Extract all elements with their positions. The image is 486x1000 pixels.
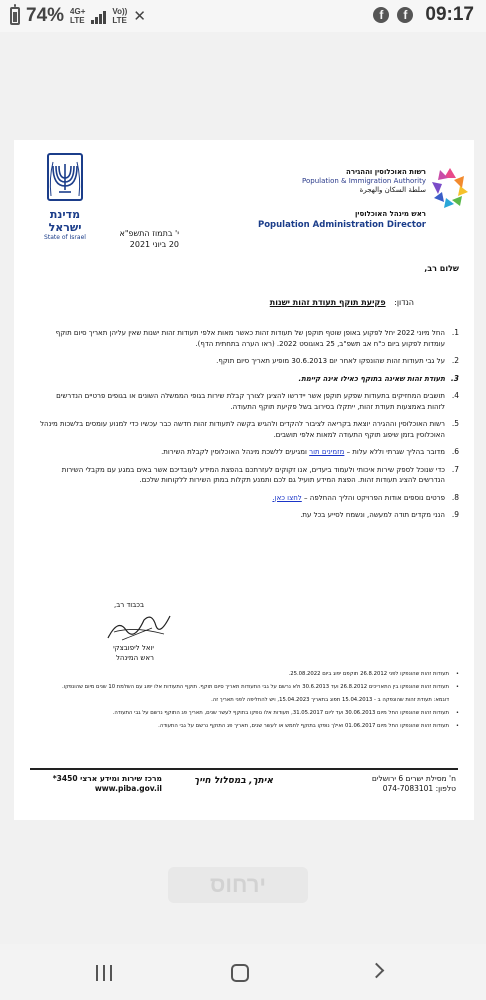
item-number: 5.: [451, 419, 459, 428]
footnote-text: דוגמא: תעודת זהות שהונפקה ב - 15.04.2013 תפוג בתאריך 15.04.2023, ויש להחליפה לפני תאריך זה.: [211, 697, 449, 703]
network-type-bottom: LTE: [70, 16, 85, 25]
item-text-before: מדובר בהליך שגרתי וללא עלות –: [344, 448, 445, 456]
item-number: 3.: [450, 373, 459, 383]
date-hebrew: י' בתמוז התשפ"א: [119, 229, 179, 238]
item-text: תושבים המחזיקים בתעודות שפקע תוקפן אשר יידרשו להציגן לצורך קבלת שירות בגופי הממשלה השונים או בגופים פרטיים הנדרשים לזהות באמצעות תעודת זהות, ייתקלו בסירוב בשל פקיעת תוקף התעודה.: [56, 392, 445, 411]
footnote-item: [39, 696, 459, 705]
volte-top: Vo)): [112, 7, 128, 16]
list-item: [39, 374, 459, 385]
facebook-icon-2: f: [397, 7, 413, 23]
list-item: [39, 447, 459, 458]
bullet-icon: •: [455, 684, 459, 690]
bullet-icon: •: [455, 723, 459, 729]
item-number: 7.: [451, 464, 459, 474]
footer-phone: טלפון: 074-7083101: [382, 784, 456, 793]
list-item: [39, 493, 459, 504]
item-number: 6.: [451, 447, 459, 456]
battery-icon: [10, 7, 20, 25]
footer-website[interactable]: www.piba.gov.il: [94, 784, 162, 793]
facebook-icon: f: [373, 7, 389, 23]
item-number: 9.: [451, 510, 459, 519]
network-type-top: 4G+: [70, 7, 86, 16]
list-item: [39, 419, 459, 440]
signer-block: [74, 643, 154, 663]
back-icon[interactable]: [369, 963, 385, 979]
date-gregorian: 20 ביוני 2021: [129, 240, 179, 249]
item-text: הנני מקדים תודה למעשה, ונשמח לסייע בכל עת.: [300, 511, 445, 519]
item-text-after: ומגיעים ללשכת מינהל האוכלוסין לקבלת השירות.: [161, 448, 310, 456]
list-item: [39, 391, 459, 412]
item-text: החל מיוני 2022 יחל לפקוע באופן שוטף תוקפן של תעודות זהות כאשר מאות אלפי תעודות זהות ישנות שאין עליהן תאריך סיום תוקף עומדות לפקוע ביום כ"ח אב תשפ"ב, 25 באוגוסט 2022. (ראו הערה בתחתית הדף).: [55, 329, 445, 348]
status-left: [10, 5, 146, 27]
state-name-en: State of Israel: [44, 234, 86, 241]
footnote-item: [39, 722, 459, 731]
status-bar: [0, 0, 486, 32]
footnote-text: תעודות זהות שהונפקו בין התאריכים 26.8.2012 ועד 30.6.2013 ולא נרשם על גבי התעודות תאריך סיום תוקף. תוקף התעודות אלו יפוג עם השלמת 10 שנים מיום שהונפקו.: [61, 684, 449, 690]
bullet-icon: •: [455, 671, 459, 677]
volte-bottom: LTE: [112, 16, 127, 25]
bullet-icon: •: [455, 710, 459, 716]
document-page[interactable]: [14, 140, 474, 820]
list-item: [39, 510, 459, 521]
list-item: [39, 465, 459, 486]
footnote-item: [39, 670, 459, 679]
director-title-en: Population Administration Director: [257, 220, 426, 230]
item-text: תעודת זהות שאינה בתוקף כאילו אינה קיימת.: [298, 374, 445, 383]
item-number: 8.: [451, 492, 459, 502]
authority-logo-icon: [430, 166, 470, 212]
letter-items: [39, 328, 459, 528]
item-text: על גבי תעודות זהות שהונפקו לאחר יום 30.6.2013 מופיע תאריך סיום תוקף.: [216, 357, 445, 365]
signer-name: יואל ליפובצקי: [113, 644, 154, 652]
footnotes: [39, 670, 459, 735]
list-item: [39, 356, 459, 367]
authority-names: [302, 168, 426, 195]
footer-slogan: איתך, במסלול חייך: [194, 776, 274, 786]
recents-icon[interactable]: [96, 965, 112, 981]
click-here-link[interactable]: לחצו כאן.: [272, 493, 302, 502]
list-item: [39, 328, 459, 349]
footer-address-block: [372, 774, 456, 794]
signer-title: ראש המינהל: [115, 654, 154, 662]
closing: בכבוד רב,: [114, 601, 144, 609]
footnote-text: תעודות זהות שהונפקו החל מיום 01.06.2017 ואילך נופקו בתוקף לחמש או לעשר שנים, תאריך פג התוקף נרשם על גבי התעודה.: [158, 723, 449, 729]
home-icon[interactable]: [231, 964, 249, 982]
state-name-he: מדינת ישראל: [48, 208, 82, 234]
director-title-he: ראש מינהל האוכלוסין: [355, 210, 426, 218]
footer-contact-block: [32, 774, 162, 794]
item-number: 1.: [451, 328, 459, 337]
handwritten-signature: [104, 608, 174, 644]
subject-title: פקיעת תוקף תעודת זהות ישנות: [269, 298, 386, 307]
footer-address: ח' מסילת ישרים 6 ירושלים: [371, 774, 456, 783]
menorah-emblem-icon: [45, 152, 85, 204]
item-number: 4.: [451, 391, 459, 400]
item-number: 2.: [451, 356, 459, 365]
authority-name-en: Population & Immigration Authority: [302, 177, 426, 185]
footer-divider: [30, 768, 458, 770]
footnote-item: [39, 683, 459, 692]
battery-percent: 74%: [26, 5, 65, 26]
status-right: [373, 4, 474, 26]
footnote-item: [39, 709, 459, 718]
subject-label: הנדון:: [394, 298, 414, 307]
subject-line: [270, 298, 414, 307]
greeting: שלום רב,: [424, 264, 459, 273]
faded-action-button[interactable]: ירחוס: [168, 867, 308, 903]
letter-date: [59, 228, 179, 250]
item-text-before: פרטים נוספים אודות הפרויקט והליך ההחלפה –: [301, 493, 445, 502]
network-type: [70, 7, 85, 25]
navigation-bar: [0, 944, 486, 1000]
mute-icon: ✕: [133, 8, 146, 25]
authority-name-he: רשות האוכלוסין וההגירה: [346, 168, 426, 176]
clock: 09:17: [425, 4, 474, 25]
authority-name-ar: سلطة السكان والهجرة: [359, 186, 426, 194]
footer-service-center: מרכז שירות ומידע ארצי 3450*: [52, 774, 162, 783]
volte-indicator: [112, 7, 127, 25]
item-text: כדי שנוכל לספק שירות איכותי ולעמוד ביעדים, אנו זקוקים לעזרתכם בהפצת המידע לעובדיכם אשר באים במגע עם מקבלי השירות הנדרשים להציג תעודות זהות. הפצת המידע תועיל גם לכם ותמנע תקלות במתן השירות ללקוחות שלכם.: [61, 465, 445, 484]
item-text: רשות האוכלוסין וההגירה יוצאת בקריאה לציבור להקדים ולהגיש בקשה לתעודות זהות חדשה כבר עכשיו כדי למנוע עומסים בלשכות מינהל האוכלוסין בזמן שיפוג תוקף התעודה למאות אלפי תושבים.: [40, 420, 445, 439]
signal-icon: [91, 8, 106, 24]
footnote-text: תעודות זהות שהונפקו לפני 26.8.2012 תוקפם יפוג ביום 25.08.2022.: [288, 671, 449, 677]
footnote-text: תעודות זהות שהונפקו החל מיום 30.06.2013 ועד ליום 31.05.2017, תעודות אלו נופקו בתוקף לעשר שנים, תאריך פג התוקף נרשם על גבי התעודה.: [112, 710, 449, 716]
book-appointment-link[interactable]: מזמינים תור: [309, 448, 345, 456]
